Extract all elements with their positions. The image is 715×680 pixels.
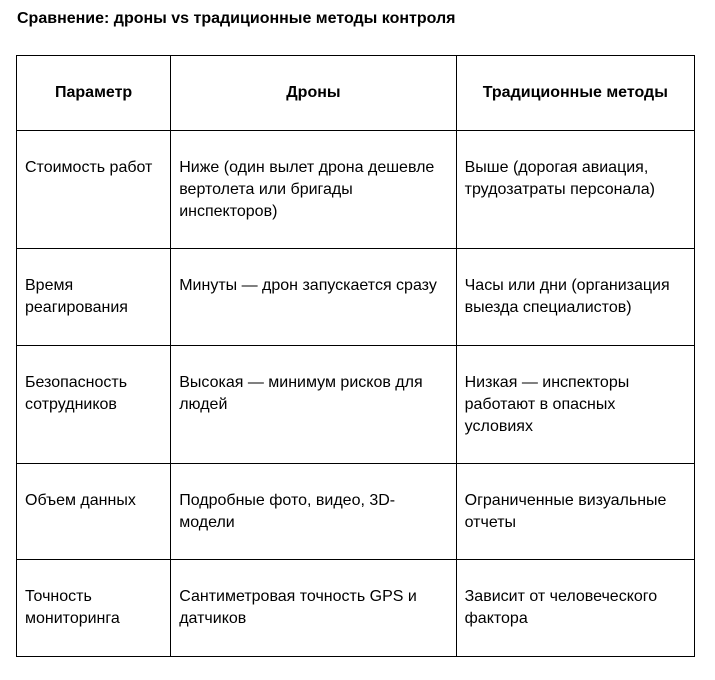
- cell-drones: Высокая — минимум рисков для людей: [171, 346, 456, 464]
- cell-traditional: Часы или дни (организация выезда специалистов): [456, 249, 694, 346]
- header-traditional: Традиционные методы: [456, 56, 694, 131]
- header-drones: Дроны: [171, 56, 456, 131]
- cell-drones: Сантиметровая точность GPS и датчиков: [171, 560, 456, 657]
- table-row: [17, 560, 695, 657]
- cell-parameter: Объем данных: [17, 464, 171, 560]
- comparison-table: [16, 55, 695, 657]
- cell-traditional: Зависит от человеческого фактора: [456, 560, 694, 657]
- table-row: [17, 464, 695, 560]
- table-row: [17, 346, 695, 464]
- cell-traditional: Выше (дорогая авиация, трудозатраты персонала): [456, 131, 694, 249]
- cell-parameter: Безопасность сотрудников: [17, 346, 171, 464]
- cell-traditional: Ограниченные визуальные отчеты: [456, 464, 694, 560]
- cell-parameter: Точность мониторинга: [17, 560, 171, 657]
- cell-drones: Подробные фото, видео, 3D-модели: [171, 464, 456, 560]
- cell-drones: Минуты — дрон запускается сразу: [171, 249, 456, 346]
- cell-parameter: Время реагирования: [17, 249, 171, 346]
- table-row: [17, 131, 695, 249]
- table-row: [17, 249, 695, 346]
- table-header-row: [17, 56, 695, 131]
- cell-drones: Ниже (один вылет дрона дешевле вертолета или бригады инспекторов): [171, 131, 456, 249]
- cell-traditional: Низкая — инспекторы работают в опасных условиях: [456, 346, 694, 464]
- document-title: Сравнение: дроны vs традиционные методы контроля: [17, 10, 456, 27]
- cell-parameter: Стоимость работ: [17, 131, 171, 249]
- header-parameter: Параметр: [17, 56, 171, 131]
